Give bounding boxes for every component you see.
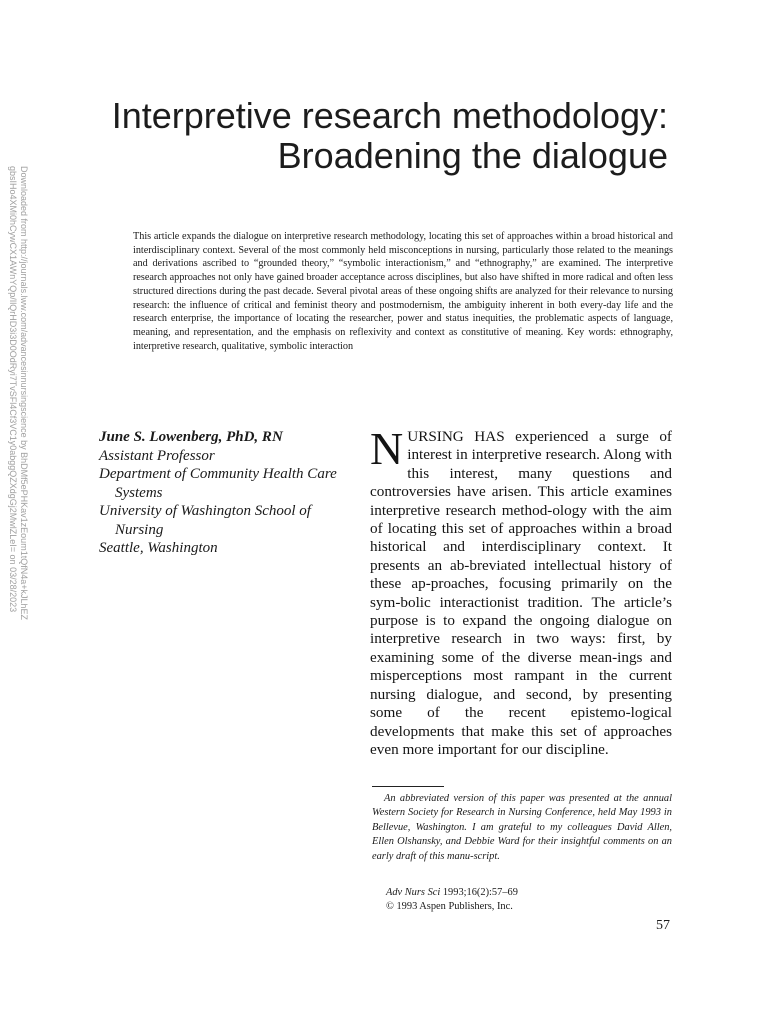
citation-line [386,886,518,900]
article-title-line-2: Broadening the dialogue [277,135,668,176]
watermark-line-2: gbsIHo4XMi0hCywCX1AWnYQp/IlQrHD3i3D0OdRyi7TvSFl4Cf3VC1y0abggQZXdgGj2MwlZLeI= on 03/28/2023 [8,166,18,613]
journal-name: Adv Nurs Sci [386,887,441,898]
author-university: University of Washington School of Nursing [99,503,311,538]
watermark-line-1: Downloaded from http://journals.lww.com/advancesinnursingscience by BhDMf5ePHKav1zEoum1tQfN4a+kJLhEZ [19,166,29,620]
article-title [112,96,668,176]
author-department: Department of Community Health Care Systems [99,466,337,501]
author-location: Seattle, Washington [99,540,218,556]
author-name: June S. Lowenberg, PhD, RN [99,429,283,445]
download-watermark [3,166,29,620]
article-title-line-1: Interpretive research methodology: [111,95,668,136]
footnote: An abbreviated version of this paper was presented at the annual Western Society for Research in Nursing Conference, held May 1993 in Bellevue, Washington. I am grateful to my colleagues David Allen, Ellen Olshansky, and Debbie Ward for their insightful comments on an early draft of this manu-script. [372,793,672,862]
drop-cap: N [370,423,404,474]
page-number: 57 [656,918,670,933]
citation [386,886,518,913]
body-text [370,423,672,759]
author-title: Assistant Professor [99,447,215,464]
citation-details: 1993;16(2):57–69 [440,887,518,898]
copyright: © 1993 Aspen Publishers, Inc. [386,900,513,912]
body-paragraph: URSING HAS experienced a surge of interest in interpretive research. Along with this interest, many questions and controversies have arisen. This article examines interpretive research method-ology with the aim of locating this set of approaches within a broad historical and interdisciplinary context. It presents an ab-breviated intellectual history of these ap-proaches, focusing primarily on the sym-bolic interactionist tradition. The article’s purpose is to expand the ongoing dialogue on interpretive research in two ways: first, by examining some of the diverse mean-ings and misperceptions most rampant in the current nursing dialogue, and second, by presenting some of the recent epistemo-logical developments that make this set of approaches even more important for our discipline. [370,428,672,758]
abstract: This article expands the dialogue on interpretive research methodology, locating this set of approaches within a broad historical and interdisciplinary context. Several of the most commonly held misconceptions in nursing, particularly those related to the meanings and derivations ascribed to “grounded theory,” “symbolic interactionism,” and “ethnography,” are examined. The interpretive research approaches not only have gained broader acceptance across disciplines, but also have shifted in more radical and often less structured directions during the past decade. Several pivotal areas of these ongoing shifts are analyzed for their relevance to nursing research: the influence of critical and feminist theory and postmodernism, the ambiguity inherent in both every-day life and the research enterprise, the importance of locating the researcher, power and status inequities, the problematic aspects of language, meaning, and representation, and the emphasis on reflexivity and context as constitutive of meaning. Key words: ethnography, interpretive research, qualitative, symbolic interaction [133,231,673,352]
author-affiliation [99,428,349,558]
footnote-rule [372,786,444,787]
